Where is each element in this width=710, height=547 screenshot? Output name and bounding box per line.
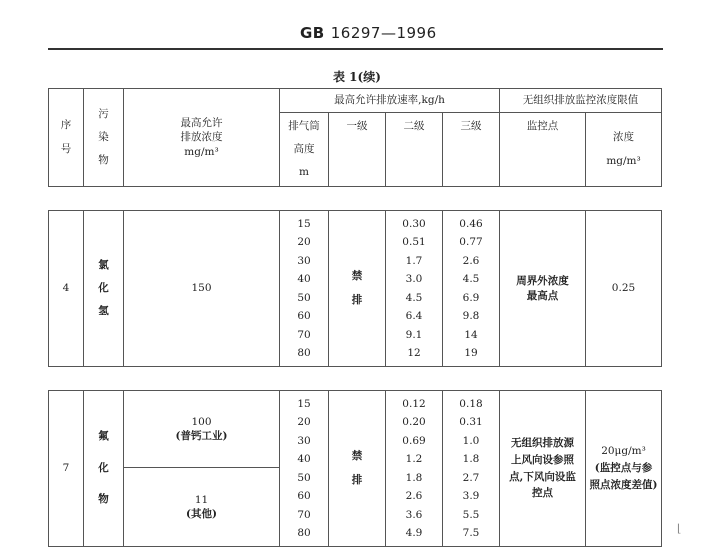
col-grade1: 一级	[329, 113, 386, 187]
grade2-value: 1.2	[405, 453, 423, 465]
stack-height-value: 30	[297, 434, 311, 447]
col-pollutant: 污 染 物	[84, 89, 124, 187]
grade2-value: 0.30	[402, 217, 426, 230]
grade2-value: 4.9	[405, 527, 423, 539]
stack-height-value: 30	[297, 254, 311, 267]
row-fluoride	[48, 390, 662, 547]
grade2-value: 0.12	[402, 397, 426, 410]
grade2-value: 3.0	[405, 273, 423, 285]
grade3-value: 3.9	[462, 490, 480, 502]
col-rate-group: 最高允许排放速率,kg/h	[280, 89, 500, 113]
row4-concentration: 0.25	[586, 211, 662, 367]
grade3-value: 1.0	[462, 434, 480, 447]
row4-heights	[280, 211, 329, 367]
grade3-value: 1.8	[462, 453, 480, 465]
stack-height-value: 70	[297, 508, 311, 521]
row4-grade2	[386, 211, 443, 367]
col-concentration: 浓度 mg/m³	[586, 113, 662, 187]
grade3-value: 2.7	[462, 471, 480, 484]
grade2-value: 6.4	[405, 310, 423, 322]
grade3-value: 5.5	[462, 508, 480, 521]
header-rule	[48, 48, 663, 50]
grade3-value: 7.5	[462, 527, 480, 539]
stack-height-value: 50	[297, 471, 311, 484]
grade2-value: 2.6	[405, 490, 423, 502]
grade2-value: 0.20	[402, 416, 426, 428]
row4-seq: 4	[49, 211, 84, 367]
row7-concentration: 20μg/m³ (监控点与参 照点浓度差值)	[586, 391, 662, 547]
stack-height-value: 20	[297, 236, 311, 248]
row4-grade3	[443, 211, 500, 367]
row7-grade1: 禁 排	[329, 391, 386, 547]
row7-grade2	[386, 391, 443, 547]
grade2-value: 4.5	[405, 291, 423, 304]
stack-height-value: 70	[297, 328, 311, 341]
grade3-value: 2.6	[462, 254, 480, 267]
standard-code: GB	[300, 24, 325, 42]
grade2-value: 3.6	[405, 508, 423, 521]
row-hydrogen-chloride	[48, 210, 662, 367]
row4-pollutant: 氯 化 氢	[84, 211, 124, 367]
stack-height-value: 40	[297, 273, 311, 285]
col-stack-height: 排气筒 高度 m	[280, 113, 329, 187]
stack-height-value: 20	[297, 416, 311, 428]
col-grade2: 二级	[386, 113, 443, 187]
stack-height-value: 80	[297, 527, 311, 539]
grade3-value: 0.46	[459, 217, 483, 230]
col-seq: 序 号	[49, 89, 84, 187]
grade2-value: 1.8	[405, 471, 423, 484]
standard-number: 16297—1996	[330, 24, 437, 42]
row7-max-conc-a: 100 (普钙工业)	[124, 391, 280, 468]
stack-height-value: 15	[297, 397, 311, 410]
row7-pollutant: 氟 化 物	[84, 391, 124, 547]
row7-seq: 7	[49, 391, 84, 547]
grade3-value: 6.9	[462, 291, 480, 304]
grade2-value: 0.51	[402, 236, 426, 248]
col-monitor-point: 监控点	[500, 113, 586, 187]
grade3-value: 0.77	[459, 236, 483, 248]
grade3-value: 19	[464, 347, 478, 359]
grade2-value: 12	[407, 347, 421, 359]
col-monitor-group: 无组织排放监控浓度限值	[500, 89, 662, 113]
stack-height-value: 15	[297, 217, 311, 230]
stack-height-value: 40	[297, 453, 311, 465]
grade2-value: 0.69	[402, 434, 426, 447]
row4-max-conc: 150	[124, 211, 280, 367]
stack-height-value: 60	[297, 490, 311, 502]
grade3-value: 4.5	[462, 273, 480, 285]
row7-monitor-point: 无组织排放源 上风向设参照 点,下风向设监 控点	[500, 391, 586, 547]
stack-height-value: 80	[297, 347, 311, 359]
col-max-conc: 最高允许 排放浓度 mg/m³	[124, 89, 280, 187]
corner-mark: ⌊	[677, 522, 682, 535]
header-table	[48, 88, 662, 187]
col-grade3: 三级	[443, 113, 500, 187]
row4-grade1: 禁 排	[329, 211, 386, 367]
grade2-value: 1.7	[405, 254, 423, 267]
stack-height-value: 50	[297, 291, 311, 304]
standard-header	[300, 24, 437, 42]
row7-max-conc-b: 11 (其他)	[124, 468, 280, 547]
grade3-value: 0.18	[459, 397, 483, 410]
grade2-value: 9.1	[405, 328, 423, 341]
row7-grade3	[443, 391, 500, 547]
grade3-value: 9.8	[462, 310, 480, 322]
grade3-value: 14	[464, 328, 478, 341]
row4-monitor-point: 周界外浓度 最高点	[500, 211, 586, 367]
table-caption: 表 1(续)	[333, 70, 381, 84]
row7-heights	[280, 391, 329, 547]
grade3-value: 0.31	[459, 416, 483, 428]
stack-height-value: 60	[297, 310, 311, 322]
